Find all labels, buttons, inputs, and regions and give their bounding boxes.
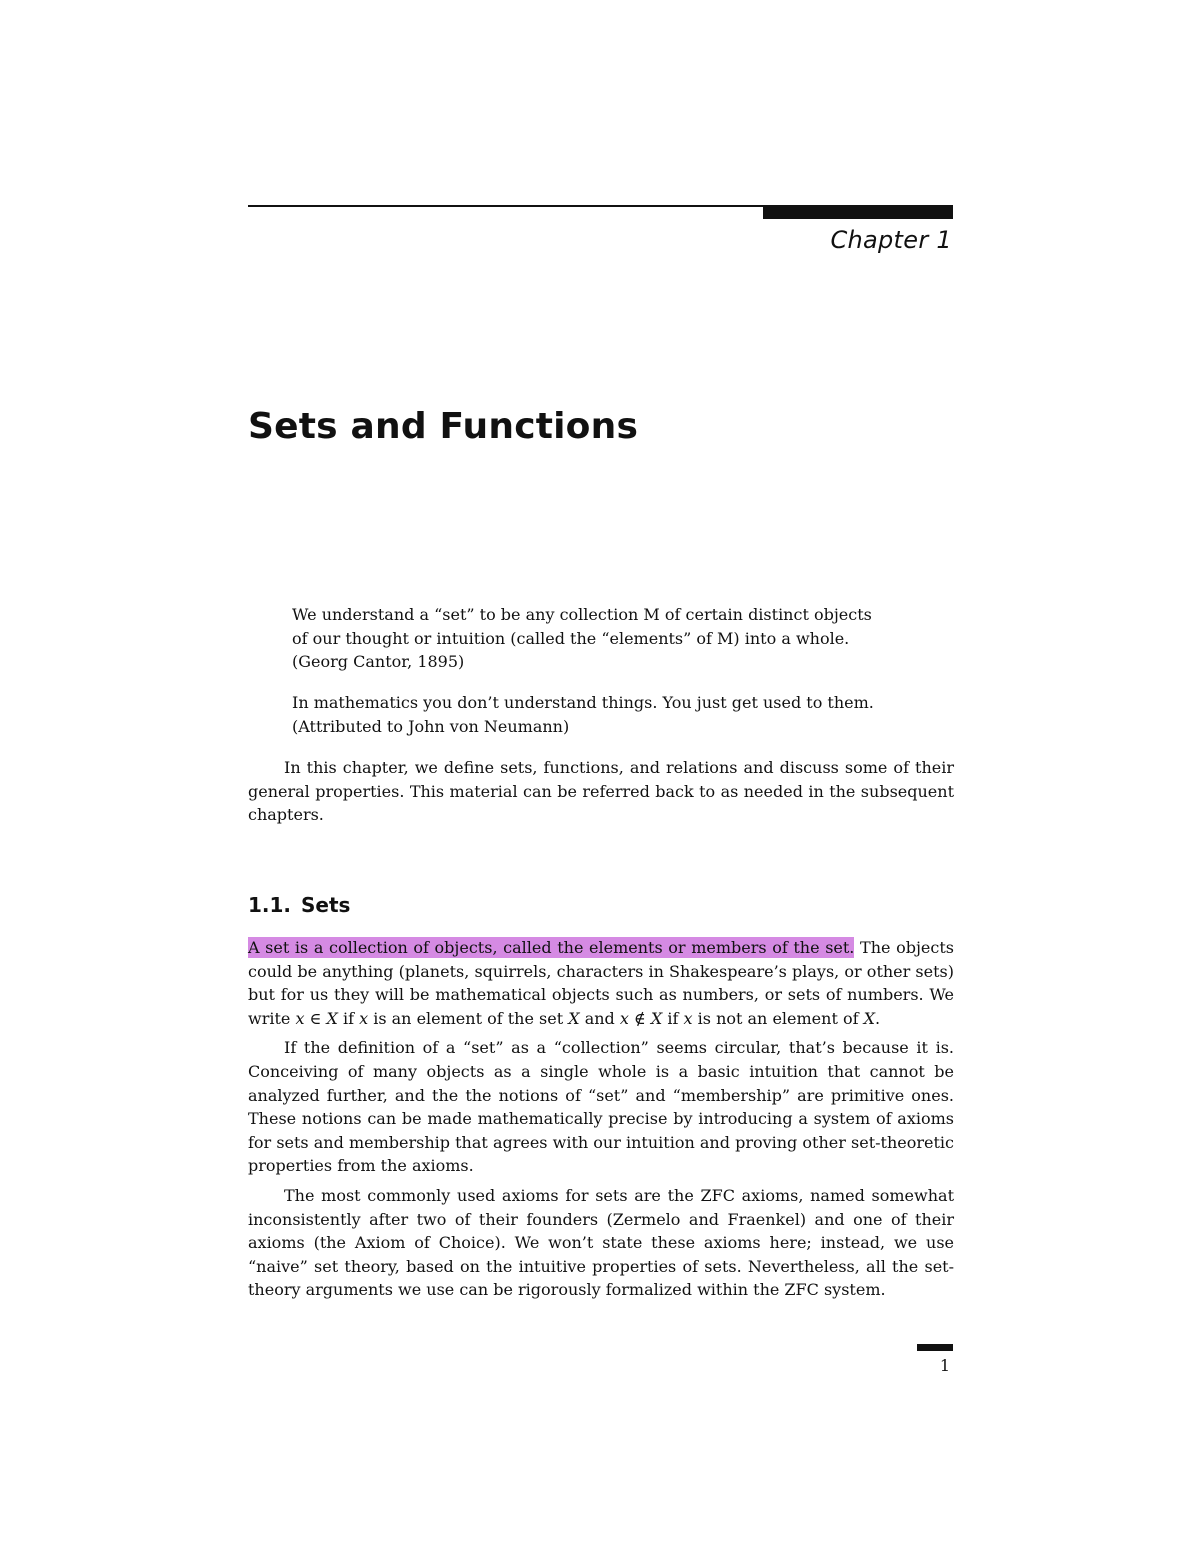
- epigraph-line: of our thought or intuition (called the “elements” of M) into a whole.: [292, 628, 850, 648]
- epigraph-line: We understand a “set” to be any collection M of certain distinct objects: [292, 605, 872, 624]
- chapter-rule-thin: [248, 205, 763, 207]
- paragraph-text: if: [337, 1008, 360, 1028]
- chapter-title: Sets and Functions: [248, 406, 639, 447]
- math-expression: x: [359, 1008, 369, 1028]
- math-expression: X: [863, 1008, 875, 1028]
- epigraph-cantor: [292, 603, 932, 674]
- paragraph-circular-definition: If the definition of a “set” as a “collection” seems circular, that’s because it is. Conceiving of many objects as a single whole is a basic intuition that cannot be analyzed further, and the the notions of “set” and “membership” are primitive ones. These notions can be made mathematically precise by introducing a system of axioms for sets and membership that agrees with our intuition and proving other set-theoretic properties from the axioms.: [248, 1038, 954, 1176]
- highlighted-text[interactable]: A set is a collection of objects, called the elements or members of the set.: [248, 938, 855, 957]
- paragraph-text: is not an element of: [692, 1008, 864, 1028]
- page-number: 1: [939, 1356, 950, 1375]
- paragraph-text: and: [579, 1008, 620, 1028]
- section-title: Sets: [301, 893, 351, 917]
- chapter-label: Chapter 1: [830, 226, 952, 254]
- paragraph-zfc-axioms: The most commonly used axioms for sets are the ZFC axioms, named somewhat inconsistently after two of their founders (Zermelo and Fraenkel) and one of their axioms (the Axiom of Choice). We won’t state these axioms here; instead, we use “naive” set theory, based on the intuitive properties of sets. Nevertheless, all the set-theory arguments we use can be rigorously formalized within the ZFC system.: [248, 1185, 954, 1300]
- epigraph-von-neumann: [292, 691, 932, 738]
- math-expression: x: [683, 1008, 693, 1028]
- section-number: 1.1.: [248, 893, 292, 917]
- paragraph-text: is an element of the set: [368, 1008, 569, 1028]
- math-expression: X: [568, 1008, 580, 1028]
- chapter-rule-thick: [763, 205, 953, 219]
- epigraph-attribution: (Attributed to John von Neumann): [292, 716, 570, 736]
- paragraph-text: The objects could be anything (planets, squirrels, characters in Shakespeare’s plays, or other sets) but for us they will be mathematical objects such as numbers, or sets of numbers. We write: [248, 938, 954, 1028]
- page-footer-bar: [917, 1344, 953, 1351]
- intro-paragraph: In this chapter, we define sets, functions, and relations and discuss some of their general properties. This material can be referred back to as needed in the subsequent chapters.: [248, 758, 954, 825]
- paragraph-set-definition: [248, 936, 954, 1030]
- paragraph-text: if: [662, 1008, 684, 1028]
- epigraph-line: In mathematics you don’t understand things. You just get used to them.: [292, 693, 874, 712]
- epigraph-attribution: (Georg Cantor, 1895): [292, 652, 465, 671]
- section-body: [248, 936, 954, 1302]
- math-expression: x ∉ X: [619, 1008, 663, 1028]
- chapter-intro: [248, 756, 954, 827]
- math-expression: x ∈ X: [295, 1008, 338, 1028]
- section-heading: [248, 893, 350, 917]
- paragraph-text: .: [875, 1008, 881, 1028]
